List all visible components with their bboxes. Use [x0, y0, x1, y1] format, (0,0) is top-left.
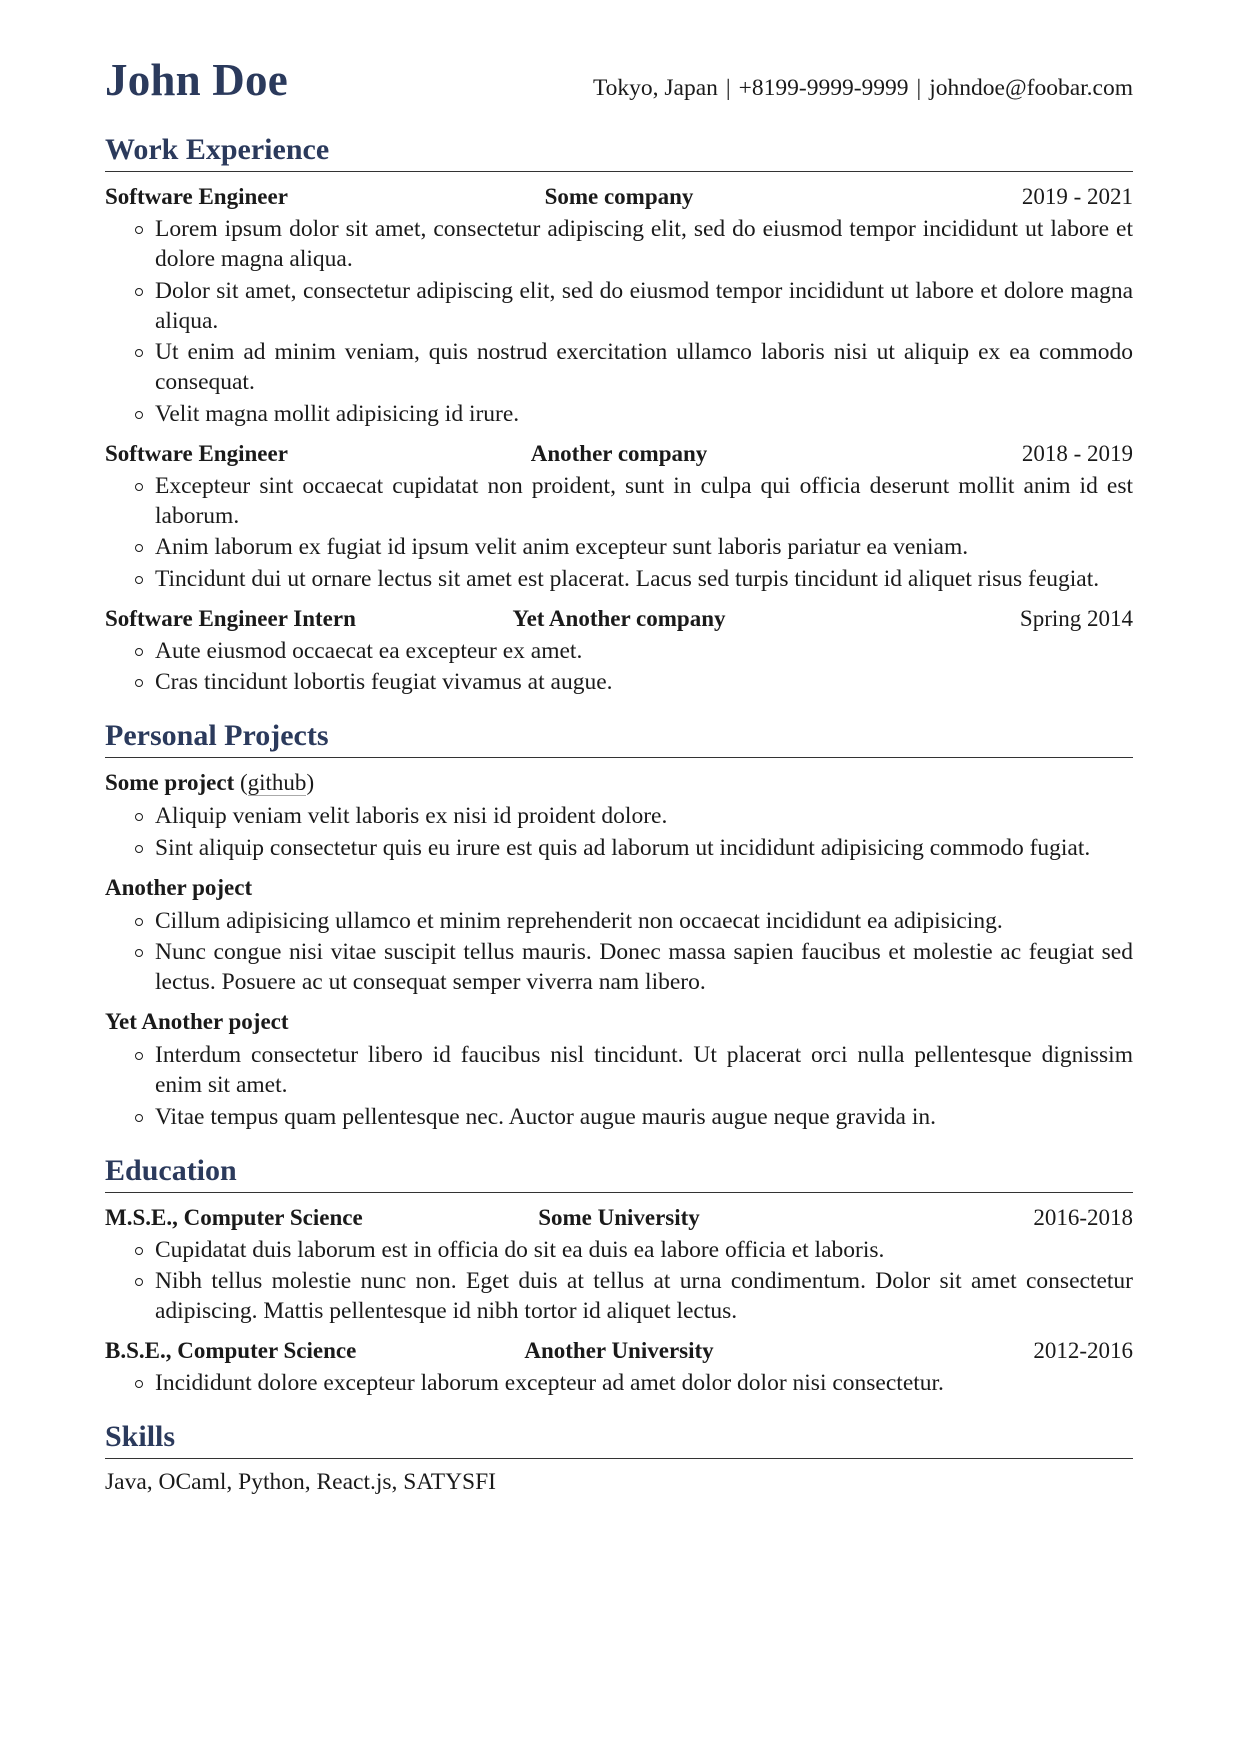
education-section: [105, 1154, 1133, 1399]
list-item: Cillum adipisicing ullamco et minim reprehenderit non occaecat incididunt ea adipisicing.: [155, 906, 1133, 936]
list-item: Velit magna mollit adipisicing id irure.: [155, 399, 1133, 429]
list-item: Excepteur sint occaecat cupidatat non proident, sunt in culpa qui officia deserunt mollit anim id est laborum.: [155, 472, 1133, 529]
project-header: [105, 875, 1133, 906]
contact-separator: |: [916, 75, 922, 101]
job-date: 2019 - 2021: [1021, 184, 1133, 209]
job-date: Spring 2014: [1019, 605, 1133, 631]
degree: B.S.E., Computer Science: [105, 1338, 357, 1363]
bullet-list: [105, 1040, 1133, 1132]
email: johndoe@foobar.com: [929, 75, 1133, 101]
bullet-list: [105, 801, 1133, 863]
list-item: Cupidatat duis laborum est in officia do sit ea duis ea labore officia et laboris.: [155, 1235, 1133, 1265]
education-date: 2016-2018: [1033, 1204, 1133, 1230]
list-item: Lorem ipsum dolor sit amet, consectetur adipiscing elit, sed do eiusmod tempor incididunt ut labore et dolore magna aliqua.: [155, 216, 1133, 272]
list-item: Nunc congue nisi vitae suscipit tellus mauris. Donec massa sapien faucibus et molestie ac feugiat sed lectus. Posuere ac ut consequat semper viverra nam libero.: [155, 939, 1133, 995]
project-header: [105, 770, 1133, 801]
education-entry-header: [105, 1338, 1133, 1368]
list-item: Ut enim ad minim veniam, quis nostrud exercitation ullamco laboris nisi ut aliquip ex ea commodo consequat.: [155, 339, 1133, 395]
bullet-list: [105, 1235, 1133, 1327]
phone: +8199-9999-9999: [738, 75, 909, 101]
section-title-work: Work Experience: [105, 133, 1133, 172]
education-entry: [105, 1338, 1133, 1398]
project-header: [105, 1009, 1133, 1040]
work-entry-header: [105, 441, 1133, 471]
list-item: Dolor sit amet, consectetur adipiscing elit, sed do eiusmod tempor incididunt ut labore et dolore magna aliqua.: [155, 277, 1133, 334]
project-name: Yet Another poject: [105, 1009, 289, 1034]
link-paren-close: ): [306, 770, 315, 795]
skills-list: Java, OCaml, Python, React.js, SATYSFI: [105, 1469, 497, 1495]
personal-projects-section: [105, 719, 1133, 1132]
bullet-list: [105, 636, 1133, 698]
location: Tokyo, Japan: [592, 75, 718, 101]
bullet-list: [105, 214, 1133, 429]
company-name: Some company: [544, 184, 694, 209]
work-entry-header: [105, 184, 1133, 214]
list-item: Interdum consectetur libero id faucibus nisl tincidunt. Ut placerat orci nulla pellentesque dignissim enim sit amet.: [155, 1042, 1133, 1098]
list-item: Sint aliquip consectetur quis eu irure est quis ad laborum ut incididunt adipisicing commodo fugiat.: [155, 833, 1133, 863]
github-link[interactable]: github: [247, 770, 307, 795]
job-role: Software Engineer: [105, 184, 288, 209]
education-entry-header: [105, 1205, 1133, 1235]
work-entry: [105, 606, 1133, 698]
project-entry: [105, 875, 1133, 998]
company-name: Yet Another company: [512, 605, 726, 631]
list-item: Nibh tellus molestie nunc non. Eget duis at tellus at urna condimentum. Dolor sit amet consectetur adipiscing. Mattis pellentesque id nibh tortor id aliquet lectus.: [155, 1268, 1133, 1324]
list-item: Incididunt dolore excepteur laborum excepteur ad amet dolor dolor nisi consectetur.: [155, 1368, 1133, 1398]
skills-section: [105, 1420, 1133, 1496]
link-paren-open: (: [239, 770, 248, 795]
project-name: Some project: [105, 770, 235, 795]
section-title-skills: Skills: [105, 1420, 1133, 1459]
contact-info: [593, 75, 1133, 102]
bullet-list: [105, 906, 1133, 998]
school-name: Some University: [538, 1204, 700, 1230]
school-name: Another University: [524, 1338, 714, 1363]
list-item: Aliquip veniam velit laboris ex nisi id proident dolore.: [155, 801, 1133, 831]
work-entry: [105, 184, 1133, 429]
list-item: Tincidunt dui ut ornare lectus sit amet est placerat. Lacus sed turpis tincidunt id aliquet risus feugiat.: [155, 564, 1133, 594]
bullet-list: [105, 471, 1133, 594]
bullet-list: [105, 1368, 1133, 1398]
degree: M.S.E., Computer Science: [105, 1204, 363, 1230]
education-date: 2012-2016: [1033, 1338, 1133, 1363]
section-title-education: Education: [105, 1154, 1133, 1193]
project-entry: [105, 770, 1133, 863]
resume-header: [105, 54, 1133, 116]
project-entry: [105, 1009, 1133, 1132]
job-role: Software Engineer Intern: [105, 605, 356, 631]
list-item: Vitae tempus quam pellentesque nec. Auctor augue mauris augue neque gravida in.: [155, 1102, 1133, 1132]
list-item: Anim laborum ex fugiat id ipsum velit anim excepteur sunt laboris pariatur ea veniam.: [155, 532, 1133, 562]
person-name: John Doe: [105, 55, 288, 105]
contact-separator: |: [725, 75, 731, 101]
project-name: Another poject: [105, 874, 253, 900]
list-item: Cras tincidunt lobortis feugiat vivamus at augue.: [155, 667, 1133, 697]
section-title-projects: Personal Projects: [105, 719, 1133, 758]
education-entry: [105, 1205, 1133, 1327]
job-role: Software Engineer: [105, 440, 288, 466]
job-date: 2018 - 2019: [1021, 440, 1133, 466]
work-experience-section: [105, 133, 1133, 697]
company-name: Another company: [530, 440, 708, 466]
work-entry: [105, 441, 1133, 594]
list-item: Aute eiusmod occaecat ea excepteur ex amet.: [155, 636, 1133, 666]
work-entry-header: [105, 606, 1133, 636]
resume-page: [105, 54, 1133, 1496]
